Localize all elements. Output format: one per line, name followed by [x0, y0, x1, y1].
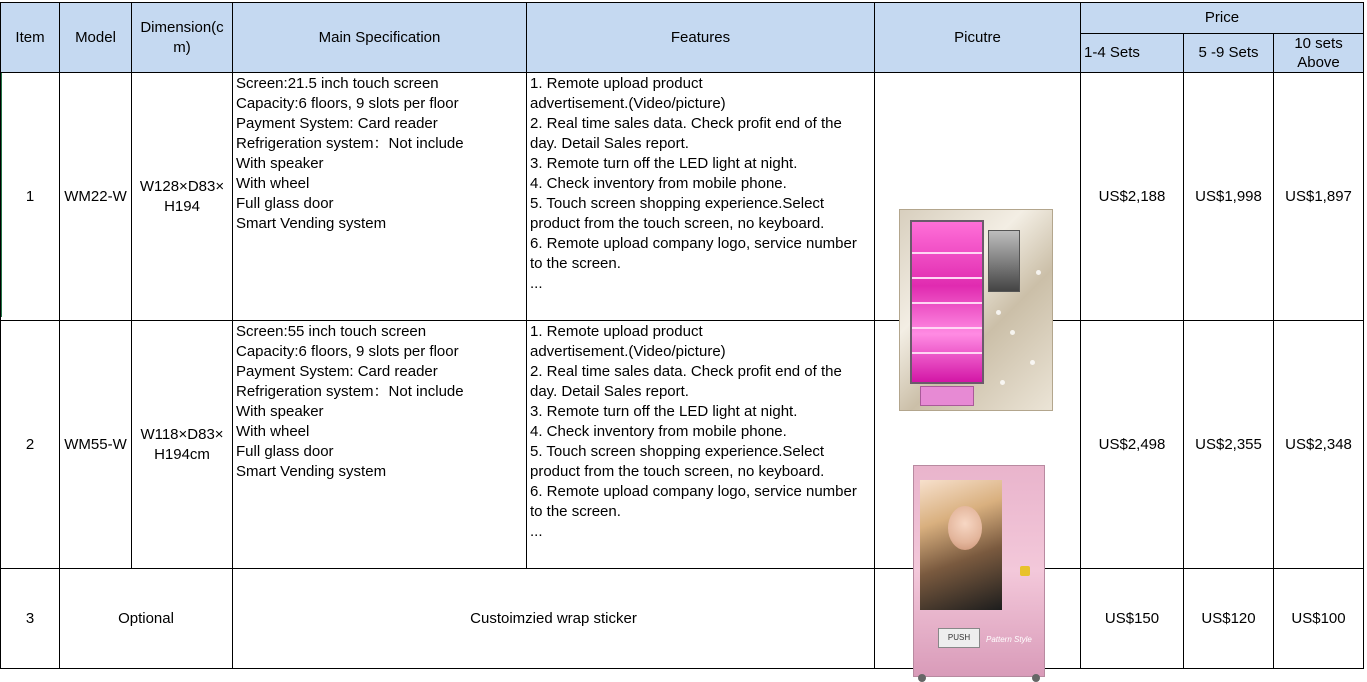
shelf — [912, 302, 982, 304]
row-1-picture[interactable] — [875, 73, 1081, 321]
decor-dot — [996, 310, 1001, 315]
pickup-slot — [920, 386, 974, 406]
row-2-dimension[interactable] — [132, 321, 233, 569]
header-price-5-9[interactable]: 5 -9 Sets — [1184, 34, 1274, 73]
wheel — [1032, 674, 1040, 682]
header-price-1-4[interactable]: 1-4 Sets — [1081, 34, 1184, 73]
shelf — [912, 252, 982, 254]
row-1-item[interactable]: 1 — [1, 73, 60, 321]
feature-line: 2. Real time sales data. Check profit end of the — [530, 363, 842, 380]
table-row — [1, 569, 1364, 669]
feature-line: 1. Remote upload product — [530, 75, 703, 92]
table-row — [1, 321, 1364, 569]
header-item[interactable]: Item — [1, 3, 60, 73]
feature-line: 4. Check inventory from mobile phone. — [530, 423, 787, 440]
row-1-dimension[interactable] — [132, 73, 233, 321]
feature-line: ... — [530, 275, 543, 292]
feature-line: 6. Remote upload company logo, service number — [530, 235, 857, 252]
model-face — [948, 506, 982, 550]
glass-door — [910, 220, 984, 384]
feature-line: 5. Touch screen shopping experience.Select — [530, 443, 825, 460]
row-2-item[interactable]: 2 — [1, 321, 60, 569]
spec-line: Screen:21.5 inch touch screen — [236, 75, 439, 92]
dimension-line: H194 — [164, 197, 200, 215]
decor-dot — [1036, 270, 1041, 275]
row-2-price-10-above[interactable]: US$2,348 — [1274, 321, 1364, 569]
door-lock — [1020, 566, 1030, 576]
wheel — [918, 674, 926, 682]
spec-line: Payment System: Card reader — [236, 115, 438, 132]
row-1-features[interactable] — [527, 73, 875, 321]
row-3-description[interactable]: Custoimzied wrap sticker — [233, 569, 875, 669]
header-row-1 — [1, 3, 1364, 34]
feature-line: 6. Remote upload company logo, service number — [530, 483, 857, 500]
spec-line: Payment System: Card reader — [236, 363, 438, 380]
row-3-item[interactable]: 3 — [1, 569, 60, 669]
shelf — [912, 277, 982, 279]
vending-machine-cabinet — [899, 209, 1053, 411]
spec-line: Full glass door — [236, 195, 334, 212]
spec-line: With speaker — [236, 403, 324, 420]
row-2-price-5-9[interactable]: US$2,355 — [1184, 321, 1274, 569]
header-model[interactable]: Model — [60, 3, 132, 73]
spec-line: Smart Vending system — [236, 215, 387, 232]
feature-line: 3. Remote turn off the LED light at night. — [530, 403, 798, 420]
spec-line: With speaker — [236, 155, 324, 172]
spec-line: Smart Vending system — [236, 463, 387, 480]
feature-line: to the screen. — [530, 255, 621, 272]
feature-line: ... — [530, 523, 543, 540]
decor-dot — [1000, 380, 1005, 385]
header-main-spec[interactable]: Main Specification — [233, 3, 527, 73]
spec-line: Refrigeration system：Not include — [236, 383, 464, 400]
feature-line: 4. Check inventory from mobile phone. — [530, 175, 787, 192]
spec-line: Refrigeration system：Not include — [236, 135, 464, 152]
decor-dot — [1010, 330, 1015, 335]
feature-line: 3. Remote turn off the LED light at night. — [530, 155, 798, 172]
feature-line: 5. Touch screen shopping experience.Select — [530, 195, 825, 212]
feature-line: 1. Remote upload product — [530, 323, 703, 340]
spec-line: Capacity:6 floors, 9 slots per floor — [236, 343, 459, 360]
brand-script: Pattern Style — [986, 634, 1032, 644]
feature-line: advertisement.(Video/picture) — [530, 95, 726, 112]
feature-line: 2. Real time sales data. Check profit end of the — [530, 115, 842, 132]
row-2-model[interactable]: WM55-W — [60, 321, 132, 569]
feature-line: product from the touch screen, no keyboard. — [530, 463, 825, 480]
spec-line: With wheel — [236, 175, 310, 192]
vending-machine-cabinet — [913, 465, 1045, 677]
row-2-features[interactable] — [527, 321, 875, 569]
row-3-price-5-9[interactable]: US$120 — [1184, 569, 1274, 669]
feature-line: to the screen. — [530, 503, 621, 520]
feature-line: product from the touch screen, no keyboard. — [530, 215, 825, 232]
dimension-line: W118×D83× — [140, 425, 224, 443]
shelf — [912, 352, 982, 354]
dimension-line: W128×D83× — [139, 177, 225, 195]
row-3-model[interactable]: Optional — [60, 569, 233, 669]
spec-line: With wheel — [236, 423, 310, 440]
price-table — [0, 2, 1364, 669]
header-features[interactable]: Features — [527, 3, 875, 73]
push-button: PUSH — [938, 628, 980, 648]
row-2-main-spec[interactable] — [233, 321, 527, 569]
feature-line: day. Detail Sales report. — [530, 135, 689, 152]
row-1-price-10-above[interactable]: US$1,897 — [1274, 73, 1364, 321]
dimension-line: H194cm — [154, 445, 210, 463]
header-dimension[interactable]: Dimension(cm) — [132, 3, 233, 73]
shelf — [912, 327, 982, 329]
row-3-price-10-above[interactable]: US$100 — [1274, 569, 1364, 669]
table-row — [1, 73, 1364, 321]
row-1-model[interactable]: WM22-W — [60, 73, 132, 321]
header-price[interactable]: Price — [1081, 3, 1364, 34]
header-price-10-above[interactable]: 10 sets Above — [1274, 34, 1364, 73]
header-picture[interactable]: Picutre — [875, 3, 1081, 73]
touch-screen — [988, 230, 1020, 292]
advertisement-screen — [920, 480, 1002, 610]
row-1-main-spec[interactable] — [233, 73, 527, 321]
row-1-price-5-9[interactable]: US$1,998 — [1184, 73, 1274, 321]
spec-line: Screen:55 inch touch screen — [236, 323, 427, 340]
decor-dot — [1030, 360, 1035, 365]
feature-line: day. Detail Sales report. — [530, 383, 689, 400]
row-1-price-1-4[interactable]: US$2,188 — [1081, 73, 1184, 321]
spec-line: Full glass door — [236, 443, 334, 460]
row-2-price-1-4[interactable]: US$2,498 — [1081, 321, 1184, 569]
feature-line: advertisement.(Video/picture) — [530, 343, 726, 360]
spec-line: Capacity:6 floors, 9 slots per floor — [236, 95, 459, 112]
row-3-price-1-4[interactable]: US$150 — [1081, 569, 1184, 669]
